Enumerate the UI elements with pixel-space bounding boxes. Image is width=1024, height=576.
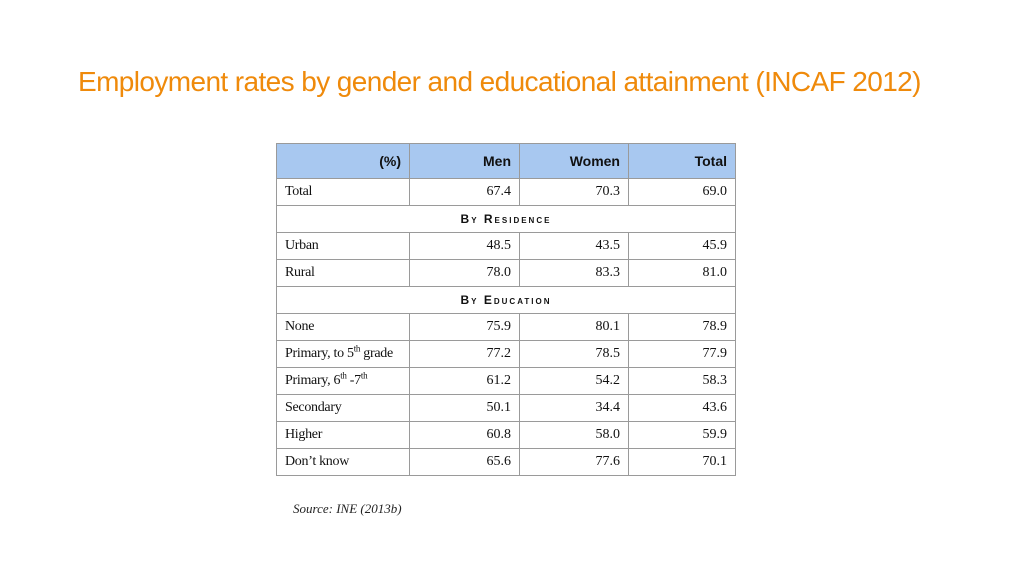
- table-row: [277, 395, 736, 422]
- cell-men: 60.8: [410, 422, 520, 449]
- cell-total: 70.1: [629, 449, 736, 476]
- cell-men: 67.4: [410, 179, 520, 206]
- cell-women: 34.4: [520, 395, 629, 422]
- table-row: [277, 422, 736, 449]
- table-row: [277, 368, 736, 395]
- cell-women: 54.2: [520, 368, 629, 395]
- section-label-residence: By Residence: [277, 206, 736, 233]
- table-row: [277, 341, 736, 368]
- source-caption: Source: INE (2013b): [293, 501, 402, 516]
- table-row: [277, 233, 736, 260]
- cell-women: 77.6: [520, 449, 629, 476]
- row-label: Don’t know: [277, 449, 410, 476]
- cell-total: 58.3: [629, 368, 736, 395]
- table-header-row: [277, 144, 736, 179]
- row-label: [277, 341, 410, 368]
- cell-women: 70.3: [520, 179, 629, 206]
- table-row: [277, 179, 736, 206]
- table-row: [277, 449, 736, 476]
- cell-women: 43.5: [520, 233, 629, 260]
- row-label: Higher: [277, 422, 410, 449]
- row-label: Rural: [277, 260, 410, 287]
- employment-table: [276, 143, 736, 476]
- cell-men: 65.6: [410, 449, 520, 476]
- row-label-text: Primary, 6: [285, 373, 341, 388]
- header-men: Men: [410, 144, 520, 179]
- row-label: [277, 368, 410, 395]
- row-label-text: -7: [346, 373, 361, 388]
- header-total: Total: [629, 144, 736, 179]
- cell-men: 78.0: [410, 260, 520, 287]
- cell-total: 43.6: [629, 395, 736, 422]
- table-row: [277, 260, 736, 287]
- cell-total: 59.9: [629, 422, 736, 449]
- row-label-sup: th: [353, 343, 361, 354]
- section-label-education: By Education: [277, 287, 736, 314]
- cell-men: 48.5: [410, 233, 520, 260]
- cell-men: 77.2: [410, 341, 520, 368]
- section-row-residence: [277, 206, 736, 233]
- section-row-education: [277, 287, 736, 314]
- cell-men: 61.2: [410, 368, 520, 395]
- row-label: Total: [277, 179, 410, 206]
- cell-women: 58.0: [520, 422, 629, 449]
- cell-total: 81.0: [629, 260, 736, 287]
- cell-total: 77.9: [629, 341, 736, 368]
- table-row: [277, 314, 736, 341]
- cell-men: 50.1: [410, 395, 520, 422]
- cell-women: 83.3: [520, 260, 629, 287]
- slide-title: Employment rates by gender and educational attainment (INCAF 2012): [78, 66, 921, 97]
- cell-men: 75.9: [410, 314, 520, 341]
- cell-women: 80.1: [520, 314, 629, 341]
- cell-total: 78.9: [629, 314, 736, 341]
- row-label: Urban: [277, 233, 410, 260]
- row-label-text: grade: [360, 346, 393, 361]
- row-label-text: Primary, to 5: [285, 346, 354, 361]
- header-percent: (%): [277, 144, 410, 179]
- cell-total: 69.0: [629, 179, 736, 206]
- row-label: Secondary: [277, 395, 410, 422]
- row-label-sup: th: [360, 370, 368, 381]
- cell-total: 45.9: [629, 233, 736, 260]
- row-label: None: [277, 314, 410, 341]
- cell-women: 78.5: [520, 341, 629, 368]
- header-women: Women: [520, 144, 629, 179]
- row-label-sup: th: [340, 370, 347, 381]
